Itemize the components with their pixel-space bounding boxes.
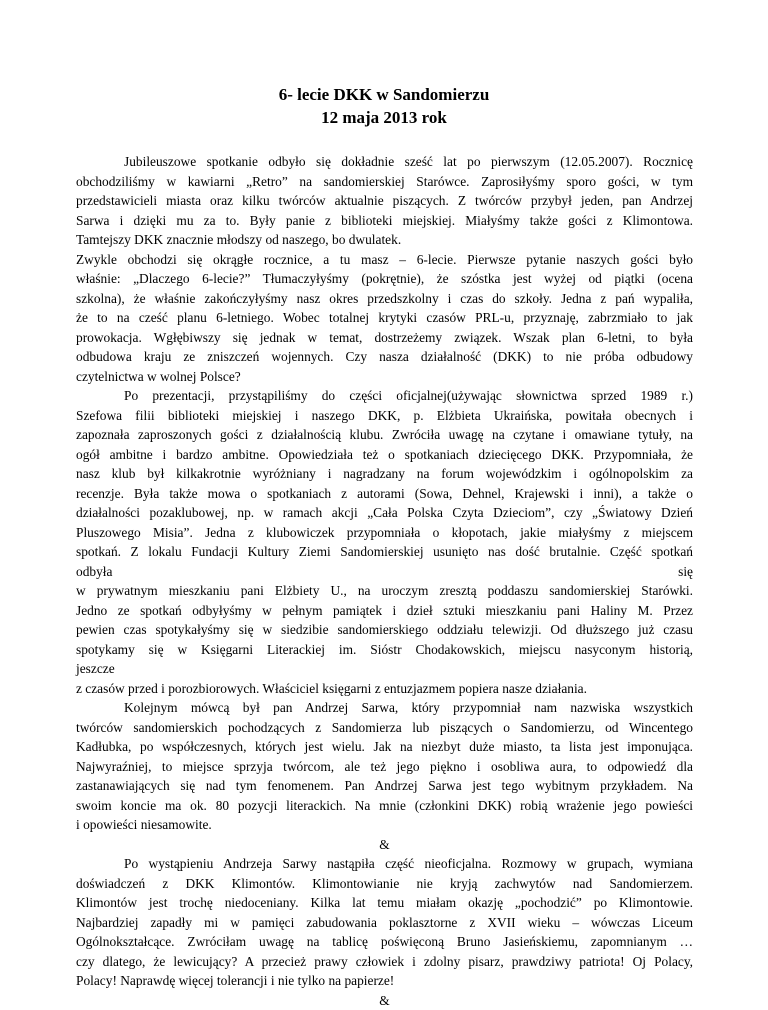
text-line: Kadłubka, po współczesnych, których jest wielu. Jak na niezbyt duże miasto, ta lista jest imponująca. <box>76 737 693 757</box>
text-line: Kolejnym mówcą był pan Andrzej Sarwa, który przypomniał nam nazwiska wszystkich <box>76 698 693 718</box>
text-line: recenzje. Była także mowa o spotkaniach z autorami (Sowa, Dehnel, Krajewski i inni), a także o <box>76 484 693 504</box>
section-separator: & <box>76 991 693 1010</box>
text-line: Po prezentacji, przystąpiliśmy do części oficjalnej(używając słownictwa sprzed 1989 r.) <box>76 386 693 406</box>
text-line: nasz klub był kilkakrotnie wyróżniany i nagradzany na forum wojewódzkim i ogólnopolskim za <box>76 464 693 484</box>
text-line: Zwykle obchodzi się okrągłe rocznice, a tu masz – 6-lecie. Pierwsze pytanie naszych gości było <box>76 250 693 270</box>
text-line: Szefowa filii biblioteki miejskiej i naszego DKK, p. Elżbieta Ukraińska, powitała obecnych i <box>76 406 693 426</box>
text-line: Najwyraźniej, to miejsce sprzyja twórcom, ale też jego piękno i osobliwa aura, to odpowiedź dla <box>76 757 693 777</box>
text-line: jeszcze <box>76 659 693 679</box>
text-line: swoim koncie ma ok. 80 pozycji literackich. Na mnie (członkini DKK) robią wrażenie jego powieści <box>76 796 693 816</box>
text-line: obchodziliśmy w kawiarni „Retro” na sandomierskiej Starówce. Zaprosiłyśmy sporo gości, w tym <box>76 172 693 192</box>
text-line: właśnie: „Dlaczego 6-lecie?” Tłumaczyłyśmy (pokrętnie), że szóstka jest wyżej od piątki (ocena <box>76 269 693 289</box>
text-line: Pluszowego Misia”. Jedna z klubowiczek przypomniała o kłopotach, jakie miałyśmy z miejscem <box>76 523 693 543</box>
text-line: czy dlatego, że lewicujący? A przecież prawy człowiek i zdolny pisarz, prawdziwy patriota! Oj Polacy, <box>76 952 693 972</box>
text-line: Polacy! Naprawdę więcej tolerancji i nie tylko na papierze! <box>76 971 693 991</box>
text-line: spotykamy się w Księgarni Literackiej im. Sióstr Chodakowskich, miejscu nasyconym historią, <box>76 640 693 660</box>
document-body <box>76 152 693 1010</box>
text-line: w prywatnym mieszkaniu pani Elżbiety U., na uroczym zresztą poddaszu sandomierskiej Starówki. <box>76 581 693 601</box>
text-line: Po wystąpieniu Andrzeja Sarwy nastąpiła część nieoficjalna. Rozmowy w grupach, wymiana <box>76 854 693 874</box>
text-line: pewien czas spotykałyśmy się w siedzibie sandomierskiego oddziału telewizji. Od dłuższego już czasu <box>76 620 693 640</box>
title-line-1: 6- lecie DKK w Sandomierzu <box>0 83 768 106</box>
text-line: Jedno ze spotkań odbyłyśmy w pełnym pamiątek i dzieł sztuki mieszkaniu pani Haliny M. Przez <box>76 601 693 621</box>
text-line: i opowieści niesamowite. <box>76 815 693 835</box>
text-line: doświadczeń z DKK Klimontów. Klimontowianie nie kryją zachwytów nad Sandomierzem. <box>76 874 693 894</box>
text-line: odbudowa kraju ze zniszczeń wojennych. Czy nasza działalność (DKK) to nie próba odbudowy <box>76 347 693 367</box>
text-line: czytelnictwa w wolnej Polsce? <box>76 367 693 387</box>
text-line: spotkań. Z lokalu Fundacji Kultury Ziemi Sandomierskiej usunięto nas dość brutalnie. Część spotkań <box>76 542 693 562</box>
text-line: Najbardziej zapadły mi w pamięci zabudowania poklasztorne z XVII wieku – wówczas Liceum <box>76 913 693 933</box>
text-line: przedstawicieli miasta oraz kilku twórców aktualnie piszących. Z twórców przybył jeden, pan Andrzej <box>76 191 693 211</box>
text-line: ogół ambitne i bardzo ambitne. Opowiedziała też o spotkaniach dziecięcego DKK. Przypomniała, że <box>76 445 693 465</box>
title-line-2: 12 maja 2013 rok <box>0 106 768 129</box>
text-line: z czasów przed i porozbiorowych. Właściciel księgarni z entuzjazmem popiera nasze działania. <box>76 679 693 699</box>
text-line: szkolna), że właśnie zakończyłyśmy nasz okres przedszkolny i czas do szkoły. Jedna z pań wypaliła, <box>76 289 693 309</box>
text-line: że to na cześć planu 6-letniego. Wobec totalnej krytyki czasów PRL-u, przyznaję, zabrzmiało to jak <box>76 308 693 328</box>
text-line: twórców sandomierskich pochodzących z Sandomierza lub piszących o Sandomierzu, od Wincentego <box>76 718 693 738</box>
text-line: Sarwa i dzięki mu za to. Były panie z biblioteki miejskiej. Miałyśmy także gości z Klimontowa. <box>76 211 693 231</box>
text-line: zapoznała zaproszonych gości z działalnością klubu. Zwróciła uwagę na czytane i omawiane tytuły, na <box>76 425 693 445</box>
document-title <box>0 83 768 129</box>
text-line: zastanawiających się nad tym fenomenem. Pan Andrzej Sarwa jest tego wybitnym przykładem. Na <box>76 776 693 796</box>
text-line: Tamtejszy DKK znacznie młodszy od naszego, bo dwulatek. <box>76 230 693 250</box>
text-line: Jubileuszowe spotkanie odbyło się dokładnie sześć lat po pierwszym (12.05.2007). Rocznicę <box>76 152 693 172</box>
text-line: Klimontów jest trochę niedoceniany. Kilka lat temu miałam okazję „pochodzić” po Klimontowie. <box>76 893 693 913</box>
text-line: odbyła się <box>76 562 693 582</box>
text-line: prowokacja. Wgłębiwszy się jednak w temat, dostrzeżemy związek. Wszak plan 6-letni, to była <box>76 328 693 348</box>
text-line: działalności pozaklubowej, np. w ramach akcji „Cała Polska Czyta Dzieciom”, czy „Światowy Dzień <box>76 503 693 523</box>
text-line: Ogólnokształcące. Zwróciłam uwagę na tablicę poświęconą Bruno Jasieńskiemu, zapomnianym … <box>76 932 693 952</box>
section-separator: & <box>76 835 693 855</box>
